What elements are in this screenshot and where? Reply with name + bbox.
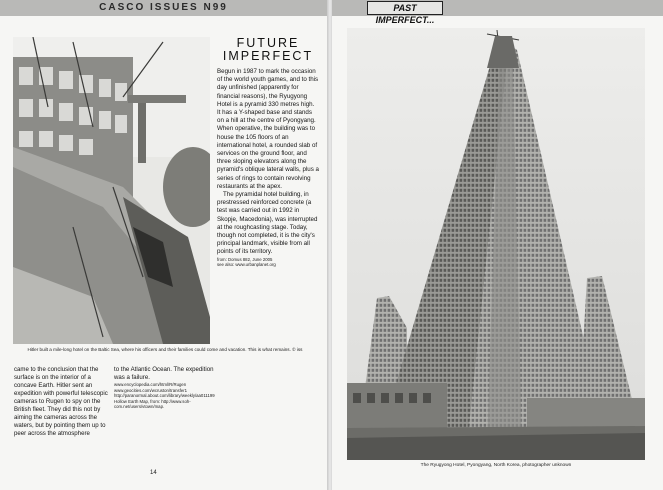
left-photo-caption: Hitler built a mile-long hotel on the Baltic Sea, where his officers and their families could come and vacation. This is what remains. © iss: [27, 347, 303, 352]
article-title-line1: FUTURE: [236, 36, 300, 50]
page-number: 14: [150, 470, 157, 476]
article-column: [217, 68, 319, 268]
column-b-links: www.encyclopedia.com/html/R/Rugen www.geocities.com/wcruston/transfer1 http://paranormal.about.com/library/weekly/aa011199 Hollow Earth Map, from: http://www.soh-com.net/users/vtown/map.: [114, 382, 215, 410]
left-page: [0, 0, 327, 490]
article-see-also: see also: www.urbanplanet.org: [217, 262, 276, 268]
hollow-earth-column-b: [114, 366, 214, 410]
magazine-issue-header: CASCO ISSUES N99: [99, 2, 228, 13]
section-tag: PAST IMPERFECT...: [367, 1, 443, 15]
ruined-hotel-photo: [13, 37, 210, 344]
left-header-bar: [0, 0, 327, 16]
right-header-bar: [332, 0, 663, 25]
article-paragraph-1: Begun in 1987 to mark the occasion of the world youth games, and to this day unfinished (apparently for financial reasons), the Ryugyong Hotel is a pyramid 330 metres high. It has a Y-shaped base and stands on a hill at the centre of Pyongyang. When operative, the building was to house the 105 floors of an international hotel, a rounded slab of services on the ground floor, and three sloping elevators along the pyramid's oblique lateral walls, plus a series of rings to contain revolving restaurants at the apex.: [217, 68, 319, 190]
article-source: from: Domus 882, June 2005: [217, 256, 273, 262]
column-a-text: came to the conclusion that the surface is on the interior of a concave Earth. Hitler sent an expedition with powerful telescopic cameras to Rugen to spy on the British fleet. They did this not by aiming the cameras across the waters, but by pointing them up to peer across the atmosphere: [14, 366, 108, 437]
article-paragraph-2: The pyramidal hotel building, in prestressed reinforced concrete (a test was carried out in 1992 in Skopje, Macedonia), was interrupted at the roughcasting stage. Today, though not completed, it is the city's principal landmark, visible from all points of its territory.: [217, 191, 318, 256]
right-photo-caption: The Ryugyong Hotel, Pyongyang, North Korea, photographer unknown: [420, 463, 572, 468]
ryugyong-hotel-photo: [347, 28, 645, 460]
article-title-line2: IMPERFECT: [222, 49, 314, 63]
hollow-earth-column-a: [14, 366, 109, 438]
column-b-text: to the Atlantic Ocean. The expedition was a failure.: [114, 366, 214, 381]
article-title: [217, 37, 319, 63]
